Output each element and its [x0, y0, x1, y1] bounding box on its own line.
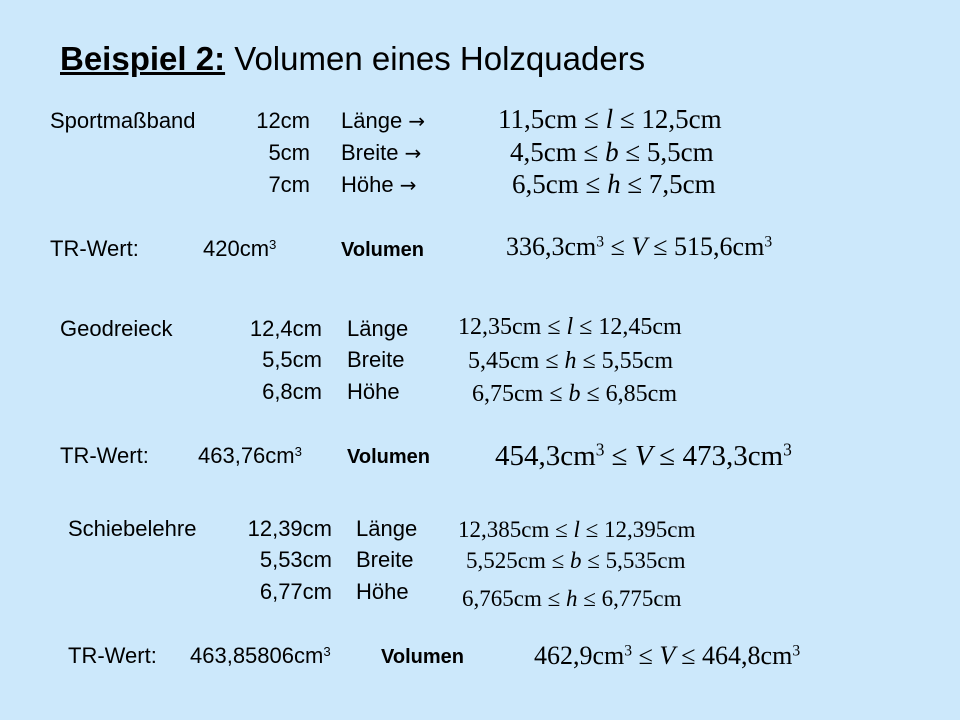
measured-width: 5,5cm	[262, 347, 322, 372]
tr-value: $420cm^3$	[203, 236, 277, 261]
interval-formula-length: 12,385cm ≤ l ≤ 12,395cm	[458, 517, 696, 542]
label-text: Breite	[341, 140, 399, 165]
tr-label: TR-Wert:	[60, 443, 149, 468]
volume-label: Volumen	[341, 239, 424, 261]
dimension-label-length: Länge	[347, 316, 409, 341]
arrow-right-icon: →	[408, 109, 426, 133]
interval-formula-height: 6,765cm ≤ h ≤ 6,775cm	[462, 586, 682, 611]
dimension-label-length	[341, 108, 425, 134]
interval-formula-height: 6,75cm ≤ b ≤ 6,85cm	[472, 381, 677, 407]
dimension-label-height	[341, 172, 416, 198]
measured-width: 5,53cm	[259, 547, 332, 572]
dimension-label-height: Höhe	[356, 579, 409, 604]
interval-formula-length: 11,5cm ≤ l ≤ 12,5cm	[498, 104, 722, 134]
label-text: Höhe	[341, 172, 394, 197]
measured-length: 12,4cm	[249, 316, 322, 341]
dimension-label-width	[341, 140, 421, 166]
measured-width: 5cm	[268, 140, 310, 165]
title-lead: Beispiel 2:	[60, 40, 226, 77]
measured-height: 6,77cm	[259, 579, 332, 604]
interval-formula-width: 5,525cm ≤ b ≤ 5,535cm	[466, 548, 686, 573]
instrument-label: Schiebelehre	[68, 516, 197, 541]
page-title	[60, 40, 645, 78]
tr-value: $463,76cm^3$	[198, 443, 302, 468]
measured-height: 6,8cm	[262, 379, 322, 404]
interval-formula-width: 5,45cm ≤ h ≤ 5,55cm	[468, 348, 673, 374]
tr-label: TR-Wert:	[50, 236, 139, 261]
volume-label: Volumen	[381, 646, 464, 668]
title-rest: Volumen eines Holzquaders	[234, 40, 646, 77]
dimension-label-width: Breite	[356, 547, 414, 572]
arrow-right-icon: →	[404, 141, 422, 165]
measured-length: 12cm	[256, 108, 310, 133]
instrument-label: Sportmaßband	[50, 108, 196, 133]
instrument-label: Geodreieck	[60, 316, 173, 341]
interval-formula-height: 6,5cm ≤ h ≤ 7,5cm	[512, 169, 716, 199]
volume-interval-formula: $462,9cm^3 \le V \le 464,8cm^3$	[534, 641, 801, 670]
arrow-right-icon: →	[399, 173, 417, 197]
measured-length: 12,39cm	[247, 516, 332, 541]
tr-value: $463,85806cm^3$	[190, 643, 331, 668]
dimension-label-height: Höhe	[347, 379, 400, 404]
dimension-label-width: Breite	[347, 347, 405, 372]
volume-label: Volumen	[347, 446, 430, 468]
label-text: Länge	[341, 108, 403, 133]
tr-label: TR-Wert:	[68, 643, 157, 668]
interval-formula-length: 12,35cm ≤ l ≤ 12,45cm	[458, 314, 682, 340]
dimension-label-length: Länge	[356, 516, 418, 541]
interval-formula-width: 4,5cm ≤ b ≤ 5,5cm	[510, 137, 714, 167]
volume-interval-formula: $454,3cm^3 \le V \le 473,3cm^3$	[495, 439, 792, 472]
volume-interval-formula: $336,3cm^3 \le V \le 515,6cm^3$	[506, 232, 773, 261]
measured-height: 7cm	[268, 172, 310, 197]
